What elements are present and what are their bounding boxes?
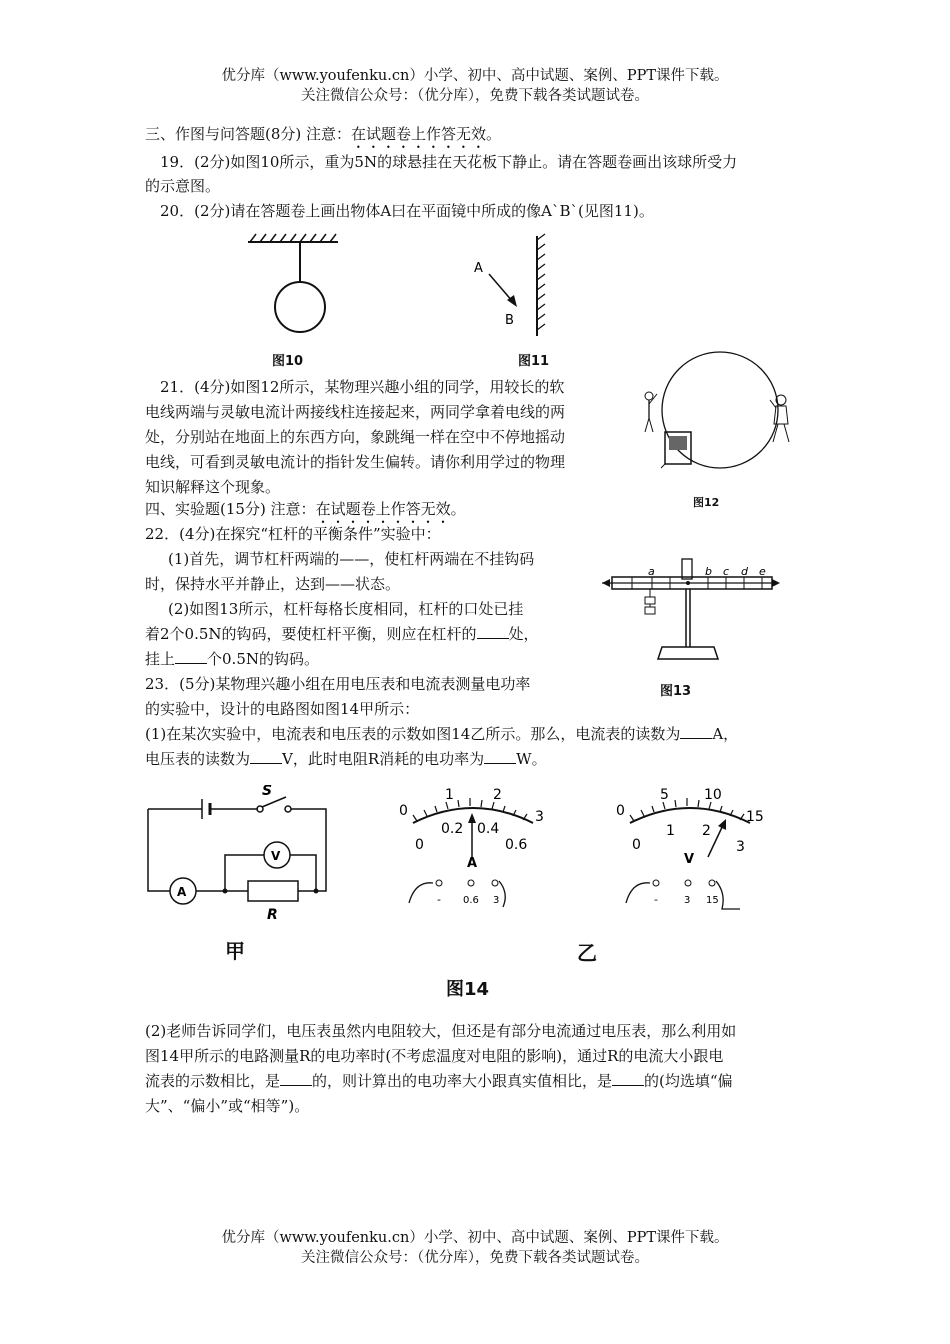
fig11-caption: 图11 [518,354,550,369]
vmeter-bottom-2: 2 [702,823,711,839]
fig13-label-d: d [741,565,748,578]
figure-13 [600,555,782,663]
ammeter-label: A [177,885,187,899]
fig12-caption: 图12 [693,496,720,509]
q22-line5: 着2个0.5N的钩码，要使杠杆平衡，则应在杠杆的 处， [145,625,539,643]
q22-blank-position[interactable] [477,624,509,639]
vmeter-bottom-0: 0 [632,837,641,853]
vmeter-terminal-15: 15 [706,895,719,906]
fig13-caption: 图13 [660,684,692,699]
q23-blank-current[interactable] [680,724,712,739]
ameter-bottom-0: 0 [415,837,424,853]
q22-line3: 时，保持水平并静止，达到——状态。 [145,575,401,593]
q22-line2: (1)首先，调节杠杆两端的——，使杠杆两端在不挂钩码 [168,550,535,568]
ameter-terminal-neg: - [437,893,441,906]
ameter-top-3: 3 [535,809,544,825]
fig13-label-b: b [705,565,712,578]
fig13-label-c: c [723,565,730,578]
q19-line2: 的示意图。 [145,177,221,195]
section4-notice: 在试题卷上作答无效 [315,500,451,518]
q23-line4: 电压表的读数为 V，此时电阻R消耗的电功率为 W。 [145,750,547,768]
q21-line4: 电线，可看到灵敏电流计的指针发生偏转。请你利用学过的物理 [145,453,566,471]
ameter-unit: A [467,856,478,871]
q22-line4: (2)如图13所示，杠杆每格长度相同，杠杆的口处已挂 [168,600,524,618]
ameter-top-2: 2 [493,787,502,803]
vmeter-top-3: 15 [746,809,764,825]
q22-line6: 挂上 个0.5N的钩码。 [145,650,319,668]
q23-line1: 23．(5分)某物理兴趣小组在用电压表和电流表测量电功率 [145,675,531,693]
fig14-label-jia: 甲 [225,939,245,963]
fig13-label-e: e [759,565,766,578]
q23-blank-voltage[interactable] [250,749,282,764]
q21-line5: 知识解释这个现象。 [145,478,281,496]
figure-14-ammeter [395,785,555,920]
fig11-label-a: A [474,261,483,276]
q23-line3: (1)在某次实验中，电流表和电压表的示数如图14乙所示。那么，电流表的读数为 A， [145,725,739,743]
q21-line3: 处，分别站在地面上的东西方向，象跳绳一样在空中不停地摇动 [145,428,566,446]
switch-label: S [262,785,273,799]
fig14-caption: 图14 [446,979,490,1000]
q23-line2: 的实验中，设计的电路图如图14甲所示： [145,700,420,718]
ameter-top-1: 1 [445,787,454,803]
fig13-label-a: a [648,565,655,578]
page-header-line1: 优分库（www.youfenku.cn）小学、初中、高中试题、案例、PPT课件下载。 [221,68,729,84]
vmeter-bottom-3: 3 [736,839,745,855]
voltmeter-label: V [271,849,281,863]
vmeter-top-1: 5 [660,787,669,803]
page-header-line2: 关注微信公众号：（优分库），免费下载各类试题试卷。 [301,88,649,104]
q23-blank-power-compare[interactable] [612,1071,644,1086]
q23-blank-power[interactable] [484,749,516,764]
figure-12 [635,350,805,478]
figure-10 [240,232,360,342]
q19-line1: 19．(2分)如图10所示，重为5N的球悬挂在天花板下静止。请在答题卷画出该球所受力 [160,153,738,171]
vmeter-top-0: 0 [616,803,625,819]
vmeter-top-2: 10 [704,787,722,803]
vmeter-bottom-1: 1 [666,823,675,839]
figure-11 [465,232,565,342]
q23-p2-line4: 大”、“偏小”或“相等”)。 [145,1097,310,1115]
section3-notice: 在试题卷上作答无效 [351,125,487,143]
q23-blank-current-compare[interactable] [280,1071,312,1086]
ameter-bottom-3: 0.6 [505,837,528,853]
ameter-bottom-1: 0.2 [441,821,464,837]
vmeter-terminal-neg: - [654,893,658,906]
ameter-terminal-06: 0.6 [463,895,479,906]
resistor-label: R [267,907,278,923]
ameter-top-0: 0 [399,803,408,819]
fig14-label-yi: 乙 [577,941,597,965]
vmeter-unit: V [684,852,695,867]
ameter-bottom-2: 0.4 [477,821,500,837]
q22-blank-count[interactable] [175,649,207,664]
q21-line1: 21．(4分)如图12所示，某物理兴趣小组的同学，用较长的软 [160,378,565,396]
section4-title: 四、实验题(15分) 注意：在试题卷上作答无效。 [145,500,466,518]
q23-p2-line3: 流表的示数相比，是 的，则计算出的电功率大小跟真实值相比，是 的(均选填“偏 [145,1072,733,1090]
section3-title: 三、作图与问答题(8分) 注意：在试题卷上作答无效。 [145,125,502,143]
figure-14-circuit [140,785,340,925]
fig11-label-b: B [505,313,514,328]
q22-line1: 22．(4分)在探究“杠杆的平衡条件”实验中： [145,525,441,543]
q23-p2-line2: 图14甲所示的电路测量R的电功率时(不考虑温度对电阻的影响)，通过R的电流大小跟电 [145,1047,724,1065]
q20-text: 20．(2分)请在答题卷上画出物体A曰在平面镜中所成的像A`B`(见图11)。 [160,202,654,220]
page-footer-line1: 优分库（www.youfenku.cn）小学、初中、高中试题、案例、PPT课件下载。 [221,1230,729,1246]
fig10-caption: 图10 [272,354,304,369]
ameter-terminal-3: 3 [493,895,500,906]
figure-14-voltmeter [612,785,777,920]
q23-p2-line1: (2)老师告诉同学们，电压表虽然内电阻较大，但还是有部分电流通过电压表，那么利用如 [145,1022,737,1040]
vmeter-terminal-3: 3 [684,895,691,906]
page-footer-line2: 关注微信公众号：（优分库），免费下载各类试题试卷。 [301,1250,649,1266]
q21-line2: 电线两端与灵敏电流计两接线柱连接起来，两同学拿着电线的两 [145,403,566,421]
